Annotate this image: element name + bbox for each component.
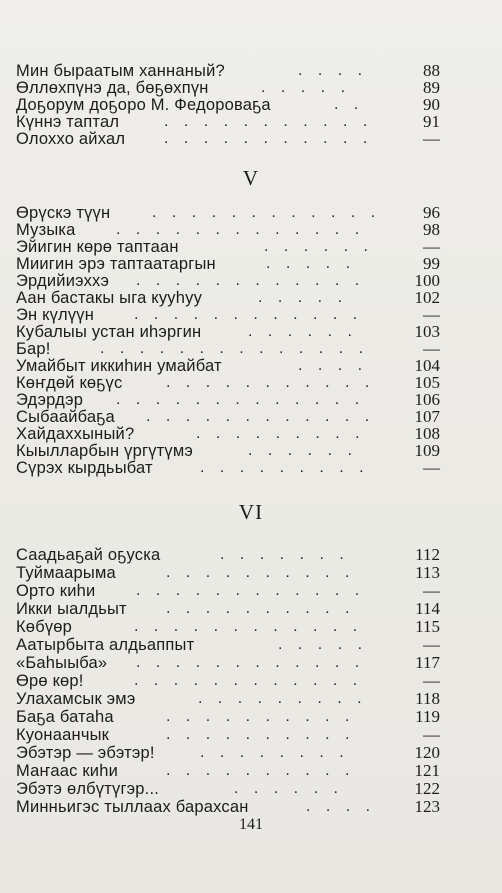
entry-page: 109: [414, 441, 440, 460]
dot-leader: . . . . . . . . . . . .: [136, 272, 365, 289]
toc-entry: [16, 545, 440, 564]
dot-leader: . . . . .: [266, 255, 356, 272]
entry-page: 98: [423, 220, 440, 239]
dot-leader: . . . . . . . . . . .: [164, 130, 373, 147]
entry-title: Хайдаххыный?: [16, 425, 135, 443]
dot-leader: . . . . . . .: [220, 546, 350, 563]
dot-leader: . . . . . . . . . . . .: [136, 582, 365, 599]
toc-entry: [16, 129, 440, 148]
entry-page: 103: [414, 322, 440, 341]
dot-leader: . . . . . . . . . .: [166, 726, 355, 743]
dot-leader: . . . . . . . . . .: [166, 564, 355, 581]
dot-leader: . . . . . . . . .: [200, 459, 370, 476]
entry-page: 102: [414, 288, 440, 307]
entry-title: Эн күлүүн: [16, 306, 95, 324]
toc-entry: [16, 761, 440, 780]
entry-page: 106: [414, 390, 440, 409]
entry-title: Көҥдөй көҕүс: [16, 374, 123, 392]
toc-entry: [16, 671, 440, 690]
entry-page: 123: [414, 797, 440, 816]
entry-title: Аатырбыта алдьаппыт: [16, 636, 195, 654]
dot-leader: . . . . . . . . . . . .: [134, 306, 363, 323]
entry-title: Эбэтэр — эбэтэр!: [16, 744, 155, 762]
dot-leader: . . . . . . . . . . . .: [134, 672, 363, 689]
dot-leader: . . . . . . . . . . . . . .: [100, 340, 369, 357]
entry-title: Күннэ таптал: [16, 113, 120, 131]
entry-title: Орто киһи: [16, 582, 96, 600]
toc-entry: [16, 617, 440, 636]
toc-entry: [16, 373, 440, 392]
entry-page: 90: [423, 95, 440, 114]
dot-leader: . . . . .: [278, 636, 368, 653]
entry-title: Кубалыы устан иһэргин: [16, 323, 202, 341]
toc-entry: [16, 61, 440, 80]
entry-title: Маҥаас киһи: [16, 762, 119, 780]
dot-leader: . . . .: [306, 798, 376, 815]
dot-leader: . . . . . . . . . .: [166, 762, 355, 779]
entry-page: 107: [414, 407, 440, 426]
dot-leader: . . . . . . . . . . . .: [146, 408, 375, 425]
entry-title: Куонаанчык: [16, 726, 110, 744]
entry-title: Умайбыт иккиһин умайбат: [16, 357, 222, 375]
entry-page: —: [423, 635, 440, 654]
dot-leader: . . . . .: [261, 79, 351, 96]
toc-entry: [16, 424, 440, 443]
entry-page: 99: [423, 254, 440, 273]
dot-leader: . . . . . . . . . . . . .: [116, 221, 365, 238]
toc-entry: [16, 220, 440, 239]
entry-page: —: [423, 581, 440, 600]
entry-page: 91: [423, 112, 440, 131]
dot-leader: . . . . .: [258, 289, 348, 306]
entry-title: Эрдийиэххэ: [16, 272, 110, 290]
page-number: 141: [239, 816, 263, 833]
entry-title: Сүрэх кырдьыбат: [16, 459, 153, 477]
toc-entry: [16, 271, 440, 290]
entry-title: Көбүөр: [16, 618, 73, 636]
entry-page: —: [423, 671, 440, 690]
toc-entry: [16, 254, 440, 273]
entry-page: 119: [415, 707, 440, 726]
dot-leader: . . . . . . . . . .: [166, 708, 355, 725]
toc-entry: [16, 95, 440, 114]
toc-entry: [16, 288, 440, 307]
section-heading-vi: VI: [238, 500, 264, 524]
toc-entry: [16, 112, 440, 131]
toc-entry: [16, 725, 440, 744]
entry-page: 112: [415, 545, 440, 564]
entry-page: 88: [423, 61, 440, 80]
toc-entry: [16, 322, 440, 341]
dot-leader: . . . .: [298, 62, 368, 79]
entry-page: 122: [414, 779, 440, 798]
entry-page: 113: [415, 563, 440, 582]
dot-leader: . . . . . . . .: [200, 744, 350, 761]
entry-page: 104: [414, 356, 440, 375]
entry-title: Кыылларбын үргүтүмэ: [16, 442, 194, 460]
toc-entry: [16, 581, 440, 600]
toc-entry: [16, 653, 440, 672]
toc-entry: [16, 305, 440, 324]
dot-leader: . .: [334, 96, 364, 113]
toc-entry: [16, 563, 440, 582]
toc-entry: [16, 356, 440, 375]
entry-title: Эйигин көрө таптаан: [16, 238, 179, 256]
dot-leader: . . . . . . . . . . . .: [136, 654, 365, 671]
entry-title: «Баһыыба»: [16, 654, 108, 672]
entry-title: Олоххо айхал: [16, 130, 126, 148]
toc-entry: [16, 707, 440, 726]
entry-title: Саадьаҕай оҕуска: [16, 546, 161, 564]
entry-title: Музыка: [16, 221, 76, 239]
entry-title: Баҕа батаһа: [16, 708, 114, 726]
entry-title: Миигин эрэ таптаатаргын: [16, 255, 216, 273]
toc-entry: [16, 779, 440, 798]
dot-leader: . . . . . . . . .: [198, 690, 368, 707]
entry-title: Туймаарыма: [16, 564, 116, 582]
dot-leader: . . . . . .: [248, 442, 358, 459]
entry-page: 117: [415, 653, 440, 672]
toc-entry: [16, 390, 440, 409]
dot-leader: . . . . . . . . . . .: [164, 113, 373, 130]
dot-leader: . . . . . . . . . . .: [166, 374, 375, 391]
dot-leader: . . . .: [298, 357, 368, 374]
entry-page: —: [423, 339, 440, 358]
entry-page: 114: [415, 599, 440, 618]
dot-leader: . . . . . . . . . . . .: [134, 618, 363, 635]
entry-title: Сыбаайбаҕа: [16, 408, 115, 426]
entry-title: Өрүскэ түүн: [16, 204, 111, 222]
entry-page: 115: [415, 617, 440, 636]
toc-entry: [16, 78, 440, 97]
toc-entry: [16, 441, 440, 460]
entry-title: Эдэрдэр: [16, 391, 84, 409]
entry-page: 108: [414, 424, 440, 443]
entry-page: 105: [414, 373, 440, 392]
dot-leader: . . . . . .: [248, 323, 358, 340]
toc-entry: [16, 689, 440, 708]
entry-title: Улахамсык эмэ: [16, 690, 136, 708]
toc-entry: [16, 635, 440, 654]
dot-leader: . . . . . . . . . .: [166, 600, 355, 617]
entry-page: 121: [414, 761, 440, 780]
entry-title: Икки ыалдьыт: [16, 600, 127, 618]
entry-title: Минньигэс тыллаах барахсан: [16, 798, 249, 816]
toc-entry: [16, 743, 440, 762]
section-heading-v: V: [242, 166, 260, 190]
entry-page: —: [423, 237, 440, 256]
entry-title: Өллөхпүнэ да, бөҕөхпүн: [16, 79, 209, 97]
dot-leader: . . . . . .: [234, 780, 344, 797]
toc-entry: [16, 599, 440, 618]
entry-title: Эбэтэ өлбүтүгэр...: [16, 780, 160, 798]
entry-title: Доҕорум доҕоро М. Федороваҕа: [16, 96, 271, 114]
entry-page: 100: [414, 271, 440, 290]
entry-title: Мин быраатым ханнаный?: [16, 62, 225, 80]
dot-leader: . . . . . . . . . . . . .: [116, 391, 365, 408]
entry-page: —: [423, 305, 440, 324]
entry-title: Өрө көр!: [16, 672, 84, 690]
entry-page: 89: [423, 78, 440, 97]
entry-page: —: [423, 129, 440, 148]
entry-title: Бар!: [16, 340, 51, 358]
toc-entry: [16, 339, 440, 358]
entry-page: 118: [415, 689, 440, 708]
entry-page: 120: [414, 743, 440, 762]
entry-page: 96: [423, 203, 440, 222]
toc-entry: [16, 237, 440, 256]
entry-page: —: [423, 725, 440, 744]
entry-title: Аан бастакы ыга кууһуу: [16, 289, 203, 307]
toc-entry: [16, 458, 440, 477]
toc-entry: [16, 203, 440, 222]
entry-page: —: [423, 458, 440, 477]
dot-leader: . . . . . .: [264, 238, 374, 255]
dot-leader: . . . . . . . . .: [196, 425, 366, 442]
toc-entry: [16, 797, 440, 816]
toc-entry: [16, 407, 440, 426]
dot-leader: . . . . . . . . . . . .: [152, 204, 381, 221]
